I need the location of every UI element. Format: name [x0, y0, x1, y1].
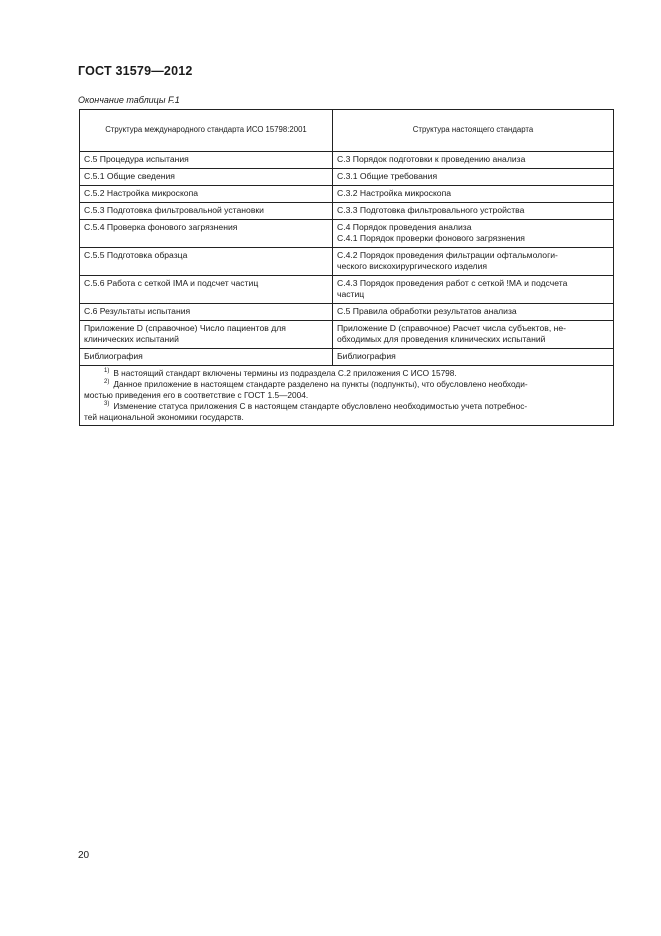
- cell-line: С.4 Порядок проведения анализа: [337, 222, 472, 232]
- cell-line: частиц: [337, 289, 365, 299]
- cell-international: [80, 169, 333, 186]
- footnote: [84, 379, 609, 401]
- cell-national: [333, 203, 614, 220]
- cell-national: [333, 220, 614, 248]
- cell-national: [333, 169, 614, 186]
- cell-international: [80, 321, 333, 349]
- cell-national: [333, 349, 614, 366]
- table-row: [80, 276, 614, 304]
- cell-line: Приложение D (справочное) Расчет числа субъектов, не-: [337, 323, 567, 333]
- cell-national: [333, 276, 614, 304]
- cell-line: С.4.1 Порядок проверки фонового загрязнения: [337, 233, 525, 243]
- cell-line: С.3.3 Подготовка фильтровального устройства: [337, 205, 525, 215]
- cell-line: Приложение D (справочное) Число пациентов для: [84, 323, 286, 333]
- cell-line: клинических испытаний: [84, 334, 179, 344]
- cell-line: Библиография: [337, 351, 396, 361]
- col-header-international: [80, 110, 333, 152]
- cell-national: [333, 186, 614, 203]
- footnote-mark: 1): [104, 368, 110, 375]
- col-header-national: Структура настоящего стандарта: [333, 110, 614, 152]
- footnote-line: Изменение статуса приложения С в настоящем стандарте обусловлено необходимостью учета потребнос-: [113, 401, 528, 411]
- cell-line: С.5 Процедура испытания: [84, 154, 189, 164]
- cell-line: С.6 Результаты испытания: [84, 306, 191, 316]
- col-header-line: ИСО 15798:2001: [246, 125, 307, 135]
- cell-national: [333, 248, 614, 276]
- footnote-line: В настоящий стандарт включены термины из подраздела С.2 приложения С ИСО 15798.: [113, 368, 457, 378]
- table-row: [80, 220, 614, 248]
- cell-international: [80, 276, 333, 304]
- cell-line: С.3 Порядок подготовки к проведению анализа: [337, 154, 526, 164]
- table-row: [80, 152, 614, 169]
- cell-international: [80, 304, 333, 321]
- cell-line: С.5.4 Проверка фонового загрязнения: [84, 222, 238, 232]
- cell-international: [80, 186, 333, 203]
- cell-line: С.3.1 Общие требования: [337, 171, 438, 181]
- cell-line: С.5.1 Общие сведения: [84, 171, 175, 181]
- table-row: [80, 169, 614, 186]
- cell-national: [333, 321, 614, 349]
- footnote-mark: 3): [104, 401, 110, 408]
- table-header-row: [80, 110, 614, 152]
- cell-line: С.5.5 Подготовка образца: [84, 250, 188, 260]
- footnote: [84, 368, 609, 379]
- table-row: [80, 248, 614, 276]
- table-notes-row: [80, 366, 614, 426]
- document-title: ГОСТ 31579—2012: [78, 64, 193, 78]
- cell-international: [80, 203, 333, 220]
- table-row: [80, 349, 614, 366]
- cell-national: [333, 304, 614, 321]
- footnote: [84, 401, 609, 423]
- cell-international: [80, 220, 333, 248]
- table-row: [80, 203, 614, 220]
- correspondence-table: [79, 109, 614, 426]
- cell-line: С.3.2 Настройка микроскопа: [337, 188, 452, 198]
- cell-national: [333, 152, 614, 169]
- cell-international: [80, 248, 333, 276]
- cell-line: С.5.2 Настройка микроскопа: [84, 188, 199, 198]
- cell-line: С.5 Правила обработки результатов анализа: [337, 306, 517, 316]
- table-row: [80, 321, 614, 349]
- cell-line: С.5.3 Подготовка фильтровальной установки: [84, 205, 264, 215]
- cell-line: Библиография: [84, 351, 143, 361]
- cell-line: ческого вискохирургического изделия: [337, 261, 488, 271]
- footnote-mark: 2): [104, 379, 110, 386]
- footnote-line: тей национальной экономики государств.: [84, 412, 244, 422]
- cell-international: [80, 349, 333, 366]
- table-row: [80, 304, 614, 321]
- table-footnotes: [80, 366, 614, 426]
- page-number: 20: [78, 850, 90, 861]
- table-caption: Окончание таблицы F.1: [78, 95, 180, 105]
- footnote-line: Данное приложение в настоящем стандарте разделено на пункты (подпункты), что обусловлено необходи-: [113, 379, 528, 389]
- cell-line: С.4.3 Порядок проведения работ с сеткой !МА и подсчета: [337, 278, 568, 288]
- table-row: [80, 186, 614, 203]
- cell-line: обходимых для проведения клинических испытаний: [337, 334, 546, 344]
- cell-line: С.4.2 Порядок проведения фильтрации офтальмологи-: [337, 250, 558, 260]
- col-header-line: Структура международного стандарта: [105, 125, 245, 135]
- cell-international: [80, 152, 333, 169]
- cell-line: С.5.6 Работа с сеткой IMA и подсчет частиц: [84, 278, 259, 288]
- footnote-line: мостью приведения его в соответствие с ГОСТ 1.5—2004.: [84, 390, 309, 400]
